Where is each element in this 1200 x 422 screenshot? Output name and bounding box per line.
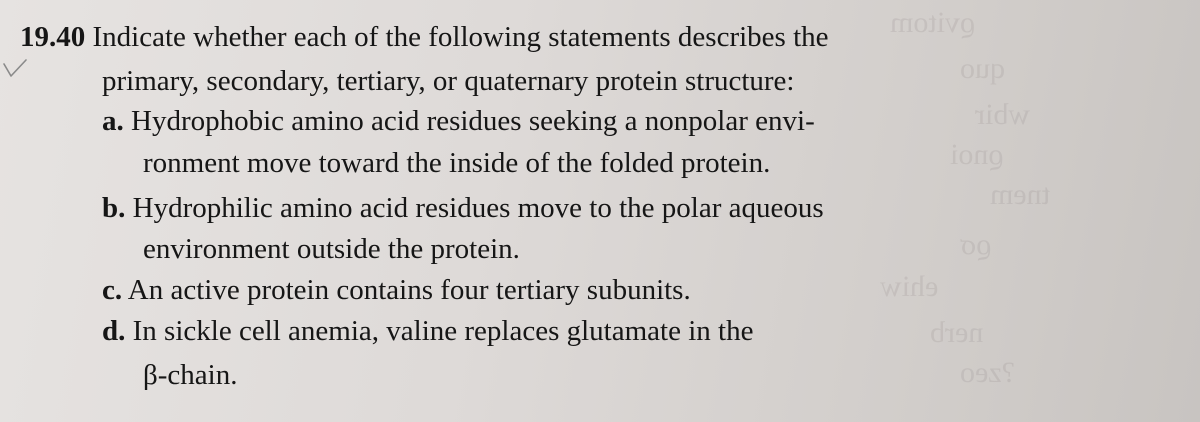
bleed-through-text: ?zeo (960, 356, 1015, 389)
item-a-line1 (102, 104, 815, 138)
bleed-through-text: quo (960, 52, 1005, 85)
item-d-line1 (102, 314, 753, 348)
bleed-through-text: ϱσ (960, 228, 992, 261)
problem-number: 19.40 (20, 21, 86, 53)
item-a-line2: ronment move toward the inside of the folded protein. (143, 147, 771, 179)
item-b-letter: b. (102, 192, 126, 224)
item-b-text: Hydrophilic amino acid residues move to the polar aqueous (132, 192, 824, 224)
bleed-through-text: nerb (930, 316, 984, 349)
bleed-through-text: wbir (975, 98, 1030, 131)
checkmark-icon (2, 58, 28, 80)
problem-heading-line (20, 20, 829, 54)
item-d-text: In sickle cell anemia, valine replaces glutamate in the (132, 315, 754, 347)
bleed-through-text: ϱvitom (890, 6, 976, 39)
item-a-letter: a. (102, 105, 124, 137)
item-b-line1 (102, 191, 824, 225)
bleed-through-text: ehiw (880, 270, 939, 303)
item-c-text: An active protein contains four tertiary subunits. (127, 274, 691, 306)
item-b-line2: environment outside the protein. (143, 233, 520, 265)
item-d-letter: d. (102, 315, 126, 347)
item-c-letter: c. (102, 274, 123, 306)
item-c-line1 (102, 273, 691, 307)
item-d-line2: β-chain. (143, 359, 238, 391)
bleed-through-text: tnem (990, 178, 1050, 211)
problem-prompt-line1: Indicate whether each of the following statements describes the (92, 21, 829, 53)
item-a-text: Hydrophobic amino acid residues seeking a nonpolar envi- (131, 105, 815, 137)
problem-prompt-line2: primary, secondary, tertiary, or quaternary protein structure: (102, 65, 795, 97)
bleed-through-text: ϱnoi (950, 138, 1004, 171)
